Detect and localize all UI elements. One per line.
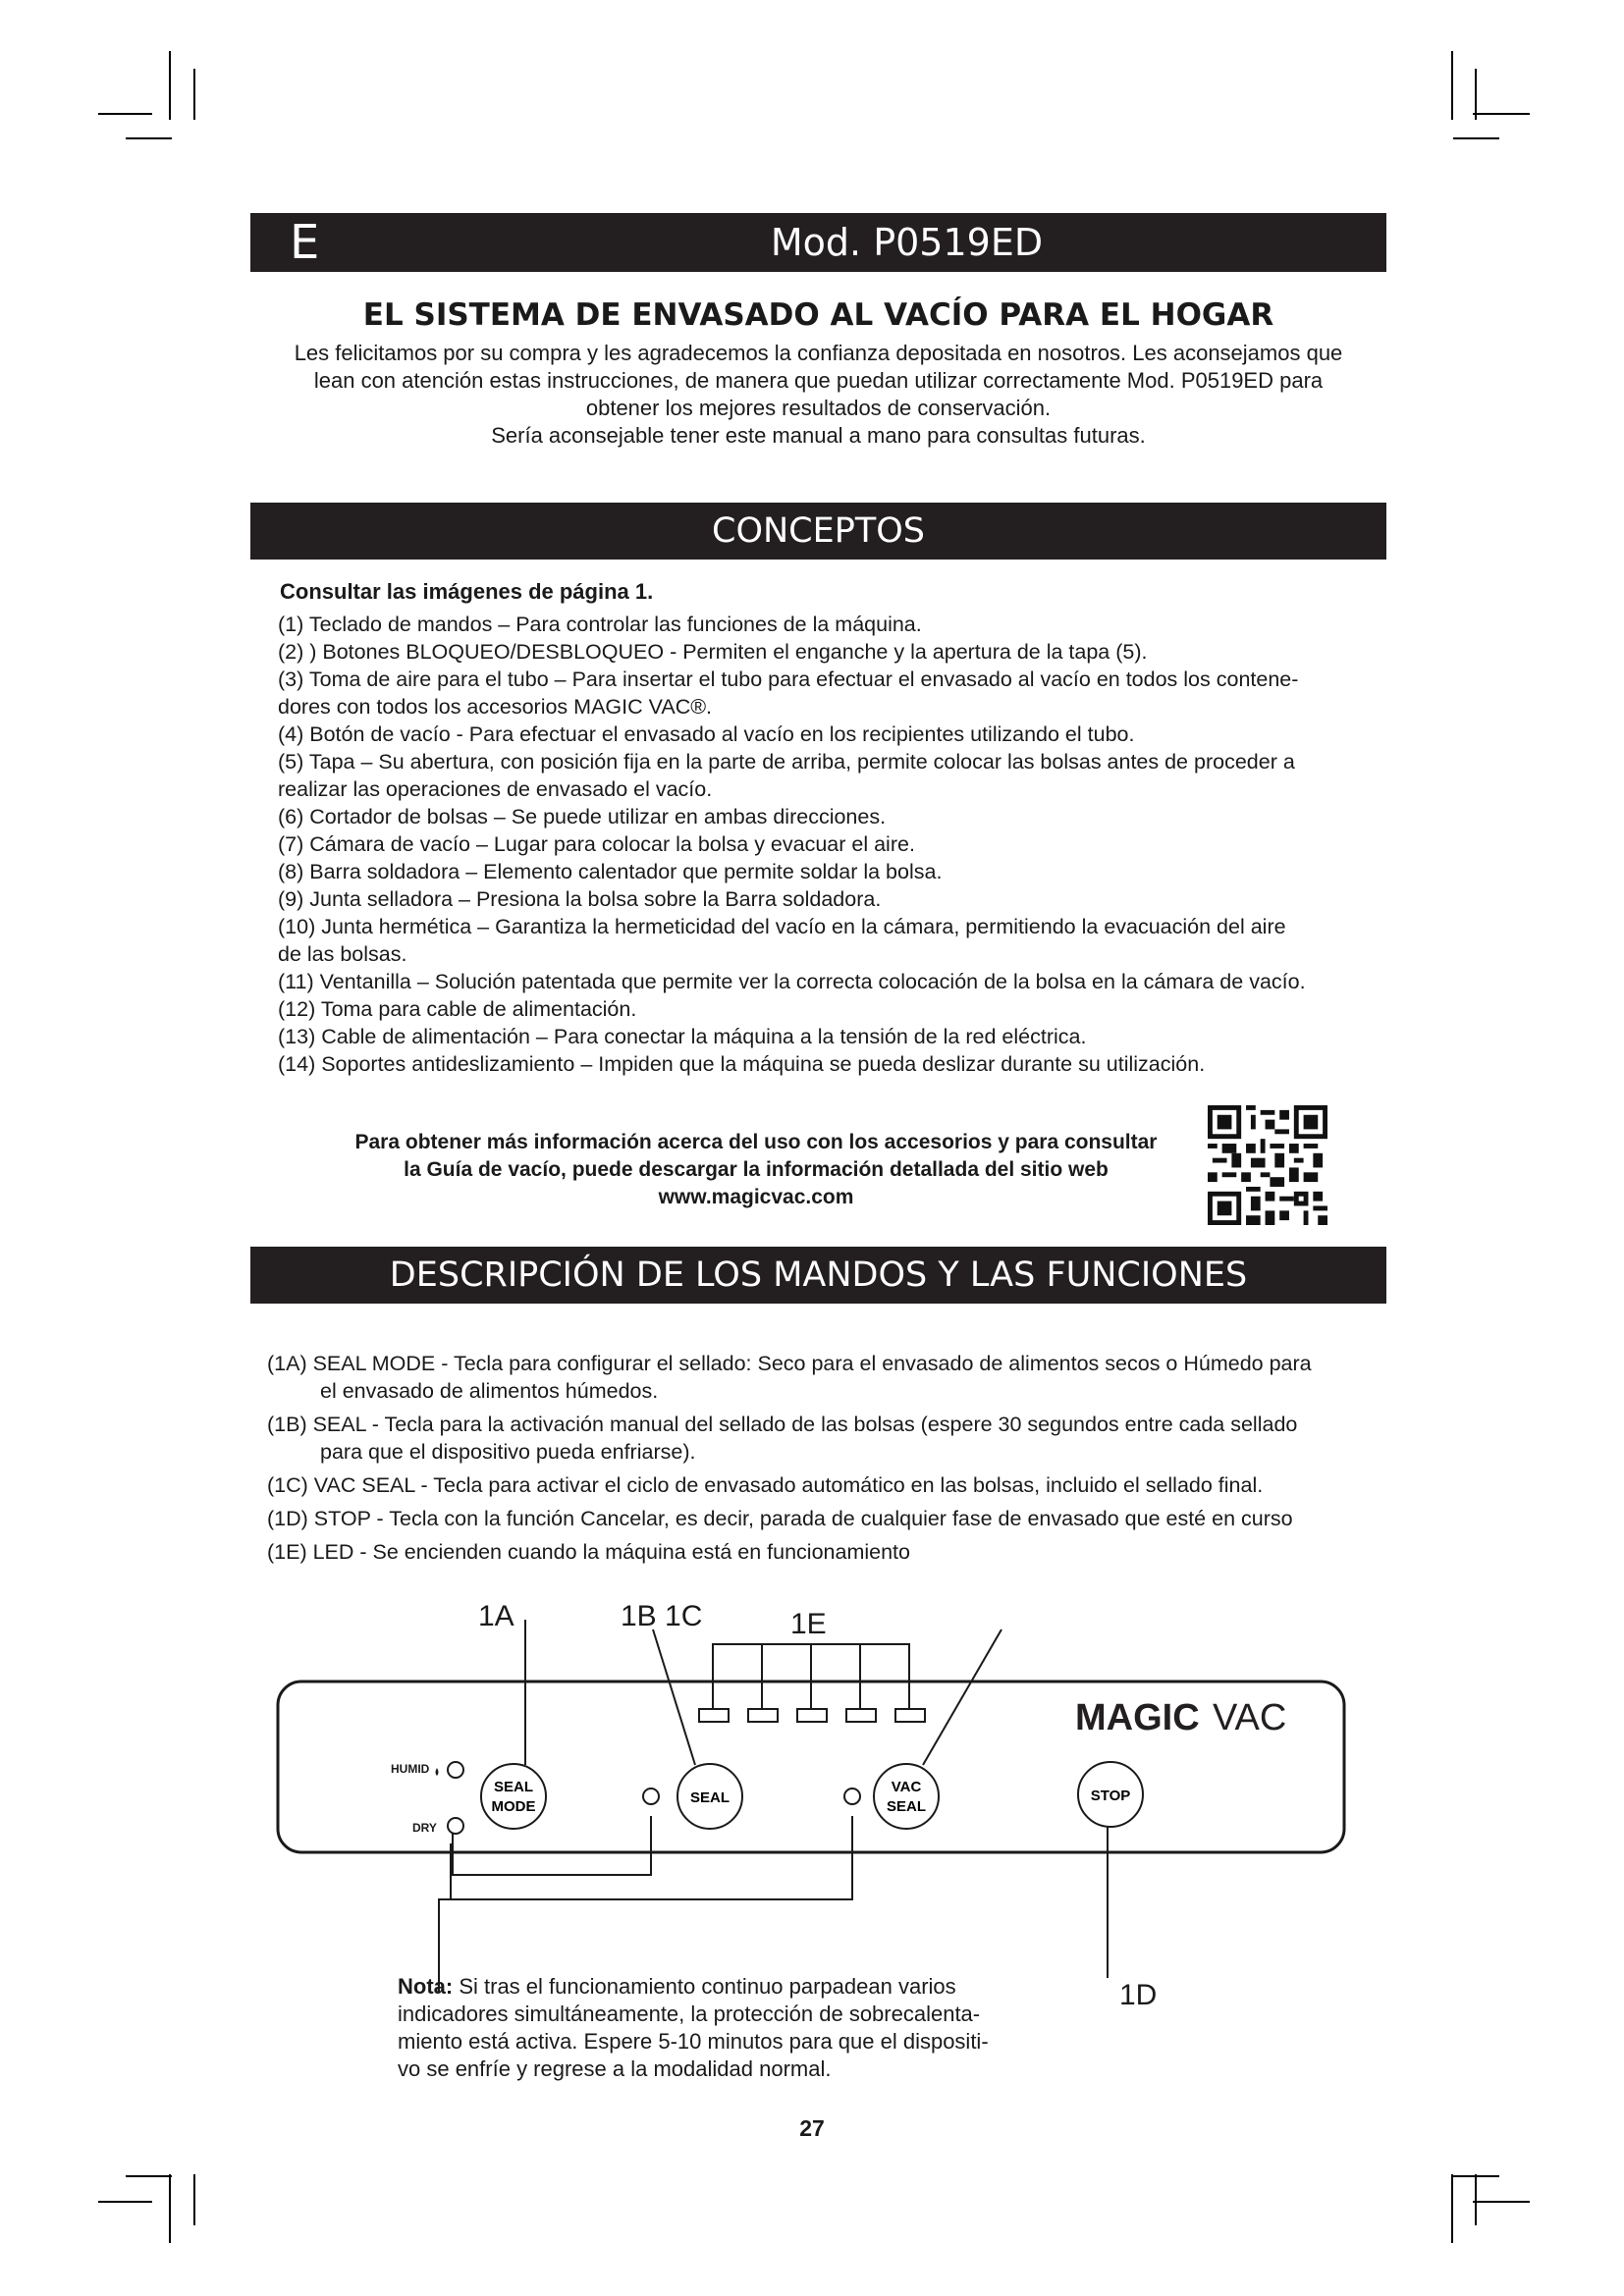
vac-seal-button[interactable] xyxy=(874,1764,939,1829)
list-item-text: (1A) SEAL MODE - Tecla para configurar el sellado: Seco para el envasado de alimentos secos o Húmedo para xyxy=(267,1352,1312,1375)
list-item: (9) Junta selladora – Presiona la bolsa sobre la Barra soldadora. xyxy=(278,887,882,911)
list-item-continuation: para que el dispositivo pueda enfriarse). xyxy=(320,1440,696,1464)
list-item: (3) Toma de aire para el tubo – Para insertar el tubo para efectuar el envasado al vacío en todos los contene- xyxy=(278,667,1299,691)
dry-led xyxy=(448,1818,463,1834)
list-item-text: (1E) LED - Se encienden cuando la máquina está en funcionamiento xyxy=(267,1540,910,1564)
nota-line: miento está activa. Espere 5-10 minutos para que el dispositi- xyxy=(398,2029,989,2054)
vac-seal-led xyxy=(844,1789,860,1804)
intro-title: EL SISTEMA DE ENVASADO AL VACÍO PARA EL HOGAR xyxy=(362,297,1274,333)
vac-seal-label: SEAL xyxy=(886,1798,927,1815)
list-item: (8) Barra soldadora – Elemento calentador que permite soldar la bolsa. xyxy=(278,860,943,883)
crop-mark xyxy=(1475,2174,1477,2225)
led-indicator xyxy=(748,1709,778,1722)
list-item: (10) Junta hermética – Garantiza la hermeticidad del vacío en la cámara, permitiendo la evacuación del aire xyxy=(278,915,1286,938)
list-item-text: (1C) VAC SEAL - Tecla para activar el ciclo de envasado automático en las bolsas, incluido el sellado final. xyxy=(267,1473,1264,1497)
conceptos-list xyxy=(278,611,1387,1078)
crop-mark xyxy=(1453,137,1499,139)
list-item-text: (1B) SEAL - Tecla para la activación manual del sellado de las bolsas (espere 30 segundos entre cada sellado xyxy=(267,1413,1298,1436)
led-indicator xyxy=(797,1709,827,1722)
seal-led xyxy=(643,1789,659,1804)
intro-line: lean con atención estas instrucciones, de manera que puedan utilizar correctamente Mod. P0519ED para xyxy=(313,368,1324,393)
label-1d: 1D xyxy=(1119,1979,1158,2011)
label-1e: 1E xyxy=(790,1608,827,1640)
nota-text: Si tras el funcionamiento continuo parpadean varios xyxy=(453,1974,956,1999)
list-item xyxy=(267,1471,1396,1499)
list-item: (2) ) Botones BLOQUEO/DESBLOQUEO - Permiten el enganche y la apertura de la tapa (5). xyxy=(278,640,1148,664)
list-item xyxy=(267,1538,1396,1566)
crop-mark xyxy=(1451,51,1453,120)
crop-mark xyxy=(1451,2174,1453,2243)
vac-seal-label: VAC xyxy=(891,1779,922,1795)
nota-line: indicadores simultáneamente, la protección de sobrecalenta- xyxy=(398,2002,981,2026)
list-item xyxy=(267,1505,1396,1532)
droplet-icon xyxy=(436,1768,439,1776)
crop-mark xyxy=(1473,2201,1530,2203)
crop-mark xyxy=(98,113,152,115)
leader-line-1b xyxy=(653,1629,695,1765)
intro-text xyxy=(250,340,1386,450)
list-item: (12) Toma para cable de alimentación. xyxy=(278,997,637,1021)
crop-mark xyxy=(126,2175,172,2177)
descripcion-title: DESCRIPCIÓN DE LOS MANDOS Y LAS FUNCIONES xyxy=(389,1255,1248,1295)
intro-line: obtener los mejores resultados de conservación. xyxy=(585,396,1052,420)
label-1b-1c: 1B 1C xyxy=(621,1600,703,1632)
crop-mark xyxy=(1453,2175,1499,2177)
stop-label: STOP xyxy=(1090,1788,1131,1804)
list-item: (1) Teclado de mandos – Para controlar las funciones de la máquina. xyxy=(278,613,922,636)
seal-button[interactable] xyxy=(677,1764,742,1829)
list-item-continuation: el envasado de alimentos húmedos. xyxy=(320,1379,659,1403)
language-code: E xyxy=(290,215,320,270)
list-item-continuation: de las bolsas. xyxy=(278,942,407,966)
label-1a: 1A xyxy=(478,1600,514,1632)
seal-mode-label: MODE xyxy=(491,1798,536,1815)
crop-mark xyxy=(193,2174,195,2225)
list-item xyxy=(267,1350,1396,1405)
crop-mark xyxy=(169,51,171,120)
list-item: (14) Soportes antideslizamiento – Impiden que la máquina se pueda deslizar durante su utilización. xyxy=(278,1052,1206,1076)
control-panel-diagram xyxy=(0,1571,1624,2022)
crop-mark xyxy=(169,2174,171,2243)
list-item: (11) Ventanilla – Solución patentada que permite ver la correcta colocación de la bolsa en la cámara de vacío. xyxy=(278,970,1306,993)
nota-block xyxy=(398,1973,1085,2083)
crop-mark xyxy=(98,2201,152,2203)
info-line[interactable]: www.magicvac.com xyxy=(658,1186,854,1208)
nota-line xyxy=(398,1973,1085,2001)
list-item: (6) Cortador de bolsas – Se puede utilizar en ambas direcciones. xyxy=(278,805,887,828)
seal-mode-label: SEAL xyxy=(493,1779,534,1795)
descripcion-bar xyxy=(250,1247,1386,1304)
info-text xyxy=(295,1129,1218,1211)
seal-mode-button[interactable] xyxy=(481,1764,546,1829)
intro-line: Les felicitamos por su compra y les agradecemos la confianza depositada en nosotros. Les aconsejamos que xyxy=(294,341,1343,365)
conceptos-title: CONCEPTOS xyxy=(712,511,925,551)
crop-mark xyxy=(126,137,172,139)
model-title: Mod. P0519ED xyxy=(770,221,1044,264)
nota-line: vo se enfríe y regrese a la modalidad normal. xyxy=(398,2056,832,2081)
info-line: la Guía de vacío, puede descargar la información detallada del sitio web xyxy=(404,1158,1109,1181)
led-indicator xyxy=(895,1709,925,1722)
brand-vac: VAC xyxy=(1213,1697,1287,1738)
conceptos-subtitle: Consultar las imágenes de página 1. xyxy=(280,579,654,604)
conceptos-bar xyxy=(250,503,1386,560)
list-item-continuation: dores con todos los accesorios MAGIC VAC®. xyxy=(278,695,713,719)
leader-line-led xyxy=(450,1816,651,1875)
leader-line-1c xyxy=(923,1629,1001,1765)
humid-label: HUMID xyxy=(391,1762,430,1776)
crop-mark xyxy=(193,69,195,120)
list-item: (13) Cable de alimentación – Para conectar la máquina a la tensión de la red eléctrica. xyxy=(278,1025,1087,1048)
stop-button[interactable] xyxy=(1078,1762,1143,1827)
humid-led xyxy=(448,1762,463,1778)
led-indicator xyxy=(699,1709,729,1722)
list-item xyxy=(267,1411,1396,1466)
nota-label: Nota: xyxy=(398,1974,454,1999)
crop-mark xyxy=(1473,113,1530,115)
info-line: Para obtener más información acerca del uso con los accesorios y para consultar xyxy=(354,1131,1158,1153)
qr-code-icon[interactable] xyxy=(1208,1105,1327,1225)
seal-label: SEAL xyxy=(689,1789,731,1806)
leader-line-led xyxy=(453,1834,455,1875)
list-item: (4) Botón de vacío - Para efectuar el envasado al vacío en los recipientes utilizando el tubo. xyxy=(278,722,1135,746)
page-number: 27 xyxy=(799,2115,825,2141)
intro-line: Sería aconsejable tener este manual a mano para consultas futuras. xyxy=(491,423,1146,448)
list-item: (5) Tapa – Su abertura, con posición fija en la parte de arriba, permite colocar las bolsas antes de proceder a xyxy=(278,750,1295,774)
brand-magic: MAGIC xyxy=(1075,1697,1200,1738)
list-item-continuation: realizar las operaciones de envasado el vacío. xyxy=(278,777,713,801)
header-bar xyxy=(250,213,1386,272)
dry-label: DRY xyxy=(412,1821,437,1835)
led-indicator xyxy=(846,1709,876,1722)
funciones-list xyxy=(267,1350,1396,1572)
list-item-text: (1D) STOP - Tecla con la función Cancelar, es decir, parada de cualquier fase de envasado que esté en curso xyxy=(267,1507,1293,1530)
list-item: (7) Cámara de vacío – Lugar para colocar la bolsa y evacuar el aire. xyxy=(278,832,915,856)
